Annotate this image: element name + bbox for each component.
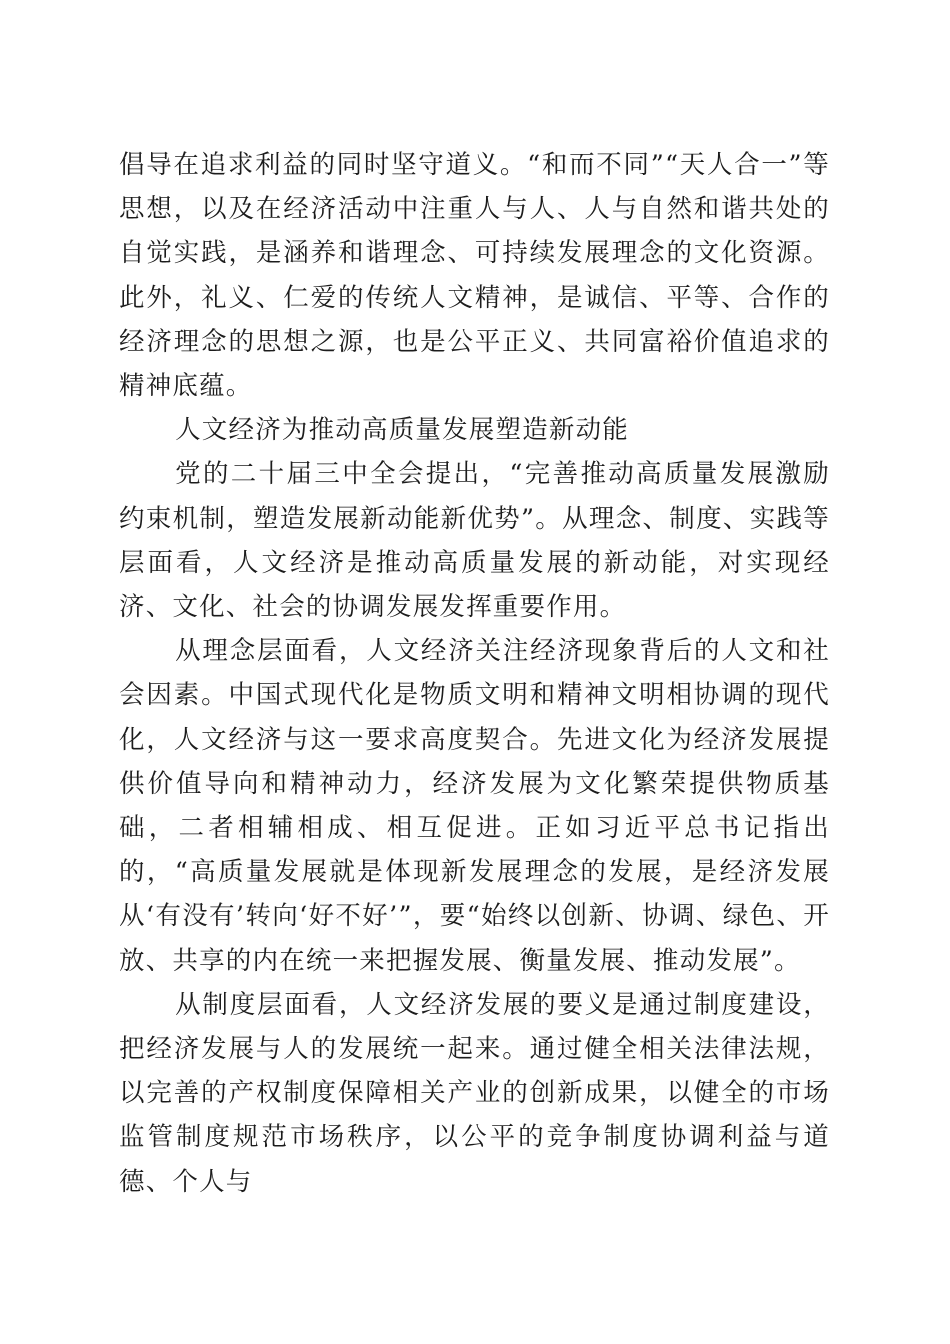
paragraph-2: 党的二十届三中全会提出，“完善推动高质量发展激励约束机制，塑造发展新动能新优势”。从理念、制度、实践等层面看，人文经济是推动高质量发展的新动能，对实现经济、文化、社会的协调发展发挥重要作用。	[119, 459, 830, 623]
paragraph-4: 从制度层面看，人文经济发展的要义是通过制度建设，把经济发展与人的发展统一起来。通过健全相关法律法规，以完善的产权制度保障相关产业的创新成果，以健全的市场监管制度规范市场秩序，以公平的竞争制度协调利益与道德、个人与	[119, 989, 830, 1197]
document-body	[119, 143, 830, 1204]
section-heading: 人文经济为推动高质量发展塑造新动能	[175, 415, 629, 446]
paragraph-3: 从理念层面看，人文经济关注经济现象背后的人文和社会因素。中国式现代化是物质文明和精神文明相协调的现代化，人文经济与这一要求高度契合。先进文化为经济发展提供价值导向和精神动力，经济发展为文化繁荣提供物质基础，二者相辅相成、相互促进。正如习近平总书记指出的，“高质量发展就是体现新发展理念的发展，是经济发展从‘有没有’转向‘好不好’”，要“始终以创新、协调、绿色、开放、共享的内在统一来把握发展、衡量发展、推动发展”。	[119, 636, 830, 976]
paragraph-1: 倡导在追求利益的同时坚守道义。“和而不同”“天人合一”等思想，以及在经济活动中注重人与人、人与自然和谐共处的自觉实践，是涵养和谐理念、可持续发展理念的文化资源。此外，礼义、仁爱的传统人文精神，是诚信、平等、合作的经济理念的思想之源，也是公平正义、共同富裕价值追求的精神底蕴。	[119, 150, 830, 402]
